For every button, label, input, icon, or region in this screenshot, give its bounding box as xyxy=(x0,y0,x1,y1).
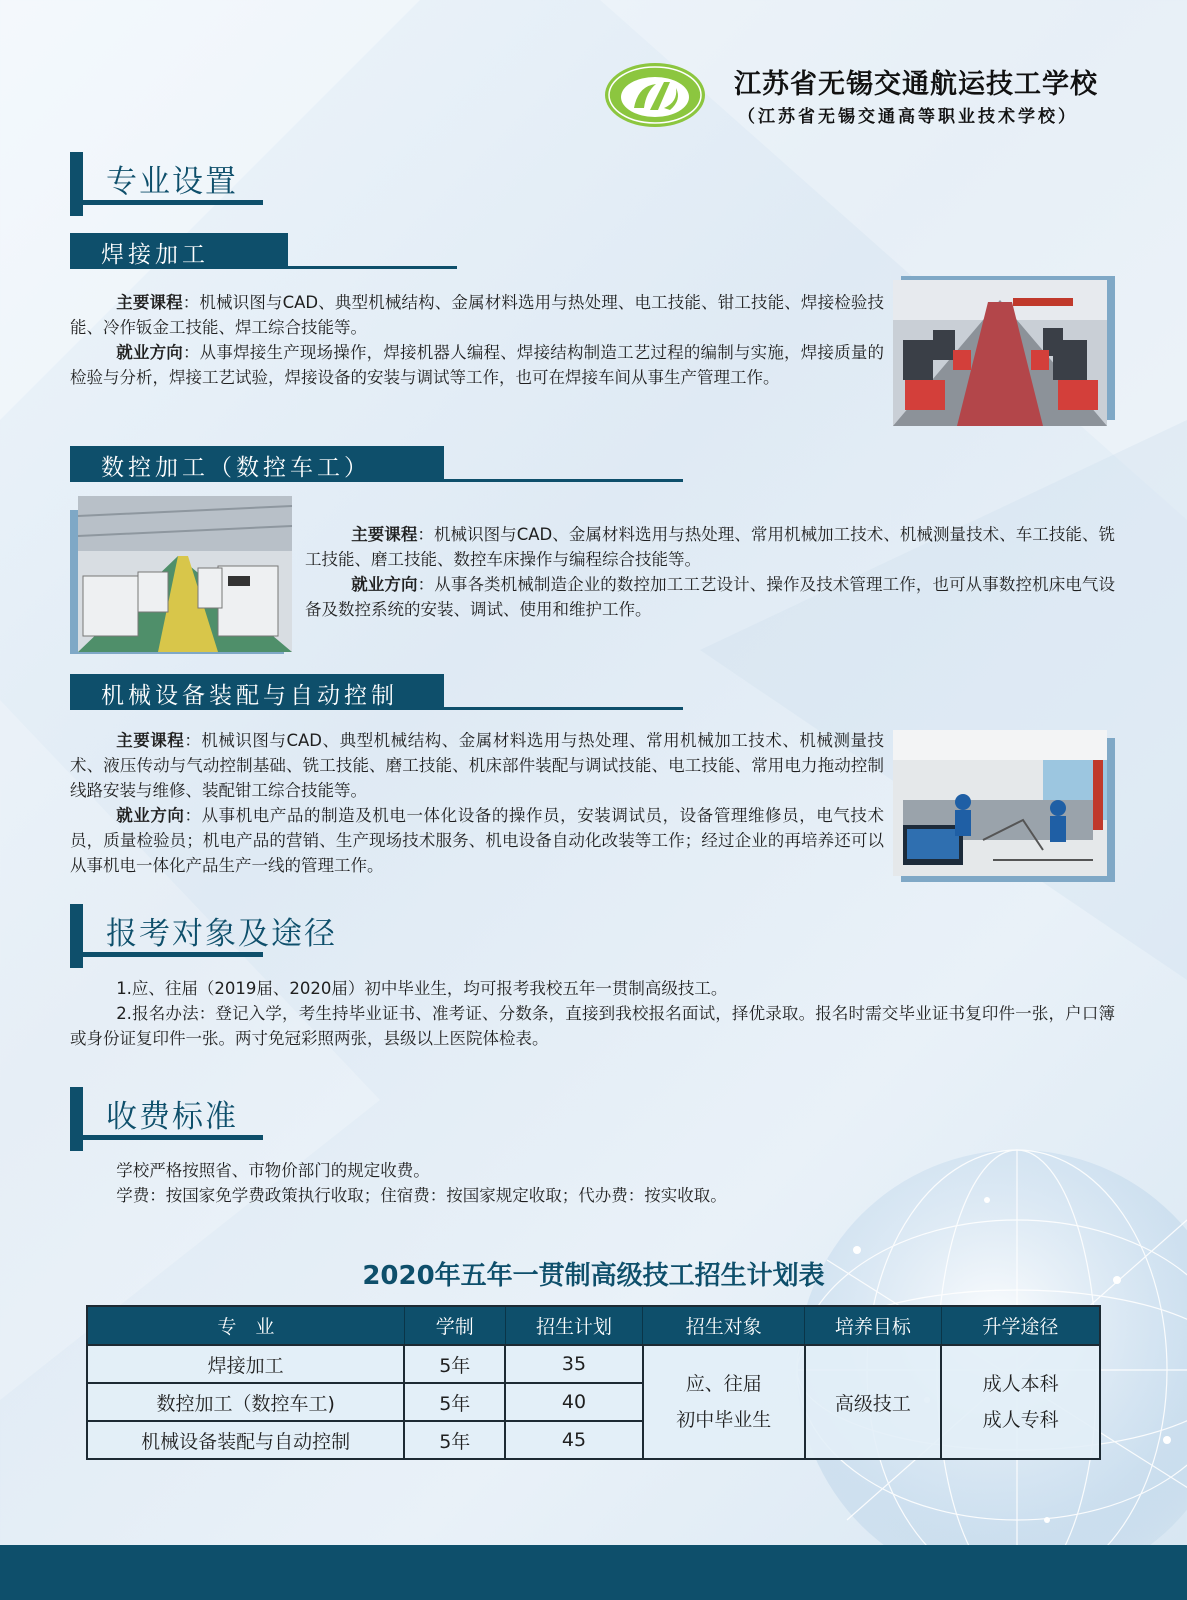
cell-quota: 40 xyxy=(505,1383,643,1421)
jobs-text: ：从事机电产品的制造及机电一体化设备的操作员，安装调试员，设备管理维修员，电气技术员，质量检验员；机电产品的营销、生产现场技术服务、机电设备自动化改装等工作；经过企业的再培养还可以从事机电一体化产品生产一线的管理工作。 xyxy=(70,806,885,875)
fees-line-2: 学费：按国家免学费政策执行收取；住宿费：按国家规定收取；代办费：按实收取。 xyxy=(116,1186,727,1205)
subheading-title: 焊接加工 xyxy=(101,242,209,268)
mechanical-courses xyxy=(70,728,884,803)
heading-bar xyxy=(70,904,83,968)
courses-text: ：机械识图与CAD、典型机械结构、金属材料选用与热处理、电工技能、钳工技能、焊接检验技能、冷作钣金工技能、焊工综合技能等。 xyxy=(70,293,885,337)
cell-target xyxy=(643,1345,805,1459)
cnc-jobs xyxy=(305,572,1115,622)
heading-underline xyxy=(83,1135,263,1140)
cnc-description xyxy=(305,522,1115,622)
welding-workshop-photo xyxy=(893,276,1115,428)
courses-label: 主要课程 xyxy=(116,731,185,750)
cell-path xyxy=(941,1345,1100,1459)
plan-table-title: 2020年五年一贯制高级技工招生计划表 xyxy=(362,1261,825,1291)
table-header-row xyxy=(87,1306,1100,1345)
subheading-welding xyxy=(70,233,390,269)
school-logo xyxy=(604,62,706,128)
cnc-courses xyxy=(305,522,1115,572)
jobs-text: ：从事各类机械制造企业的数控加工工艺设计、操作及技术管理工作，也可从事数控机床电气设备及数控系统的安装、调试、使用和维护工作。 xyxy=(305,575,1116,619)
cell-major: 数控加工（数控车工) xyxy=(87,1383,404,1421)
column-header: 招生计划 xyxy=(505,1306,643,1345)
heading-bar xyxy=(70,152,83,216)
cell-years: 5年 xyxy=(404,1383,505,1421)
cell-quota: 45 xyxy=(505,1421,643,1459)
cell-years: 5年 xyxy=(404,1345,505,1383)
cell-major: 焊接加工 xyxy=(87,1345,404,1383)
subheading-line xyxy=(436,707,683,710)
cell-goal: 高级技工 xyxy=(805,1345,942,1459)
column-header: 培养目标 xyxy=(805,1306,942,1345)
subheading-mechanical xyxy=(70,674,610,710)
target-line-2: 初中毕业生 xyxy=(676,1409,772,1431)
courses-label: 主要课程 xyxy=(116,293,183,312)
column-header: 升学途径 xyxy=(941,1306,1100,1345)
courses-label: 主要课程 xyxy=(351,525,418,544)
column-header: 学制 xyxy=(404,1306,505,1345)
target-line-1: 应、往届 xyxy=(685,1373,762,1395)
admission-item-1: 1.应、往届（2019届、2020届）初中毕业生，均可报考我校五年一贯制高级技工。 xyxy=(116,979,728,998)
admission-item-2: 2.报名办法：登记入学，考生持毕业证书、准考证、分数条，直接到我校报名面试，择优录取。报名时需交毕业证书复印件一张，户口簿或身份证复印件一张。两寸免冠彩照两张，县级以上医院体检表。 xyxy=(70,1004,1115,1048)
path-line-2: 成人专科 xyxy=(982,1409,1059,1431)
welding-jobs xyxy=(70,340,884,390)
path-line-1: 成人本科 xyxy=(982,1373,1059,1395)
heading-bar xyxy=(70,1087,83,1151)
section-title: 收费标准 xyxy=(106,1099,238,1135)
school-name: 江苏省无锡交通航运技工学校 xyxy=(734,69,1098,100)
table-row xyxy=(87,1345,1100,1383)
cell-years: 5年 xyxy=(404,1421,505,1459)
subheading-cnc xyxy=(70,446,610,482)
column-header: 专 业 xyxy=(87,1306,404,1345)
jobs-label: 就业方向 xyxy=(351,575,418,594)
courses-text: ：机械识图与CAD、典型机械结构、金属材料选用与热处理、常用机械加工技术、机械测量技术、液压传动与气动控制基础、铣工技能、磨工技能、机床部件装配与调试技能、电工技能、常用电力拖动控制线路安装与维修、装配钳工综合技能等。 xyxy=(70,731,885,800)
section-admission-heading xyxy=(70,904,337,968)
school-subtitle: （江苏省无锡交通高等职业技术学校） xyxy=(738,107,1078,127)
enrollment-plan-table xyxy=(86,1305,1101,1460)
section-fees-heading xyxy=(70,1087,270,1151)
jobs-text: ：从事焊接生产现场操作，焊接机器人编程、焊接结构制造工艺过程的编制与实施，焊接质量的检验与分析，焊接工艺试验，焊接设备的安装与调试等工作，也可在焊接车间从事生产管理工作。 xyxy=(70,343,885,387)
fees-line-1: 学校严格按照省、市物价部门的规定收费。 xyxy=(116,1161,430,1180)
cell-quota: 35 xyxy=(505,1345,643,1383)
cell-major: 机械设备装配与自动控制 xyxy=(87,1421,404,1459)
mechanical-lab-photo xyxy=(893,730,1115,882)
heading-underline xyxy=(83,952,263,957)
subheading-line xyxy=(436,479,683,482)
subheading-title: 机械设备装配与自动控制 xyxy=(101,683,398,709)
subheading-line xyxy=(280,266,457,269)
admission-text xyxy=(70,976,1115,1051)
heading-underline xyxy=(83,200,263,205)
subheading-title: 数控加工（数控车工） xyxy=(101,455,371,481)
section-majors-heading xyxy=(70,152,270,216)
cnc-workshop-photo xyxy=(70,496,294,656)
column-header: 招生对象 xyxy=(643,1306,805,1345)
footer-bar xyxy=(0,1545,1187,1600)
welding-courses xyxy=(70,290,884,340)
section-title: 报考对象及途径 xyxy=(106,916,337,952)
jobs-label: 就业方向 xyxy=(116,806,185,825)
mechanical-jobs xyxy=(70,803,884,878)
courses-text: ：机械识图与CAD、金属材料选用与热处理、常用机械加工技术、机械测量技术、车工技能、铣工技能、磨工技能、数控车床操作与编程综合技能等。 xyxy=(305,525,1116,569)
jobs-label: 就业方向 xyxy=(116,343,183,362)
mechanical-description xyxy=(70,728,884,878)
section-title: 专业设置 xyxy=(106,164,238,200)
fees-text xyxy=(70,1158,1115,1208)
welding-description xyxy=(70,290,884,390)
